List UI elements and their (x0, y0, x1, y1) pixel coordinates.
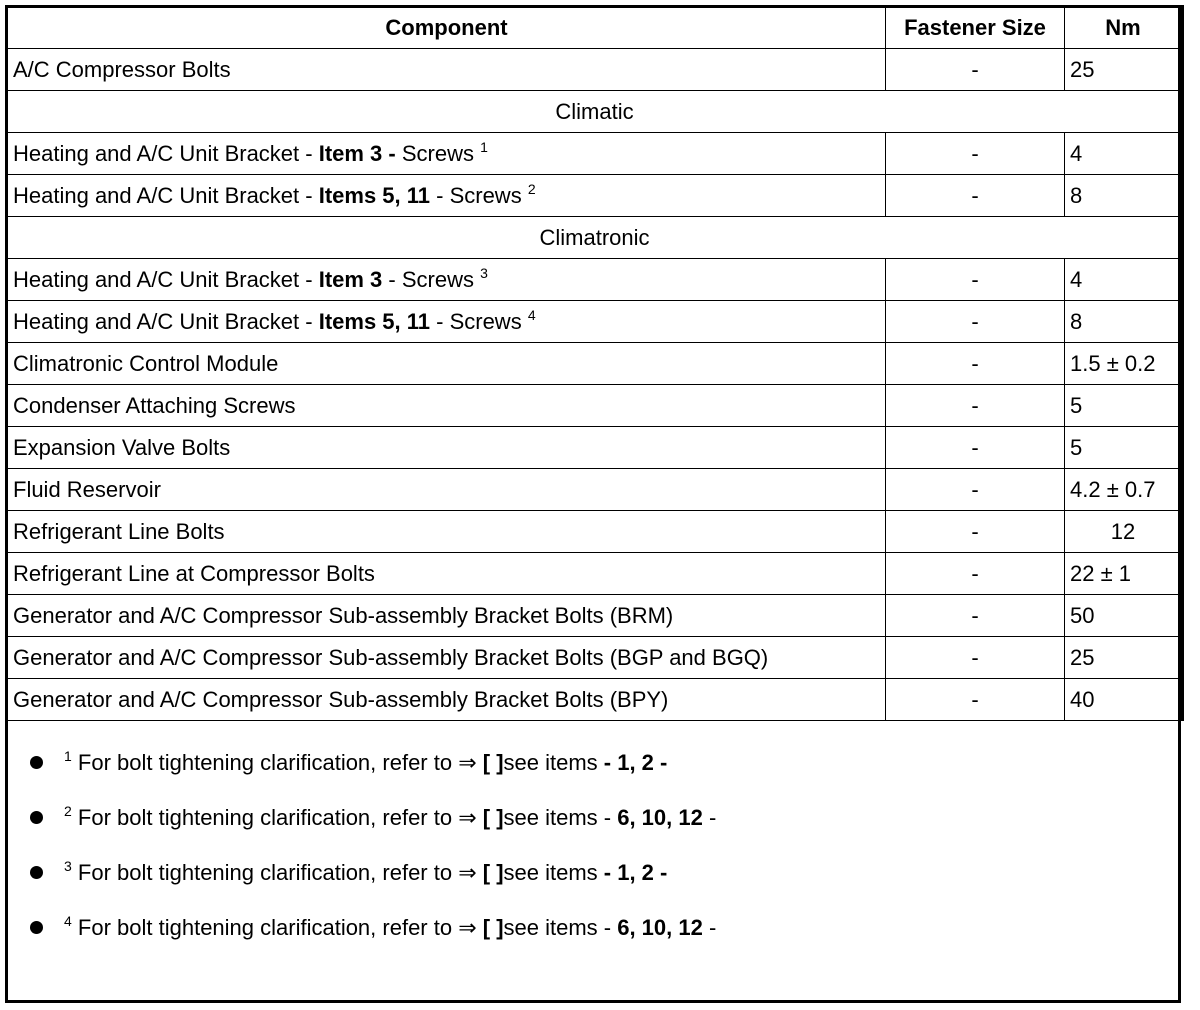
torque-value-cell: 22 ± 1 (1065, 553, 1183, 595)
footnote-item (30, 905, 1130, 960)
footnote-item (30, 850, 1130, 905)
table-row (7, 427, 1183, 469)
bullet-icon (30, 921, 43, 934)
table-row (7, 343, 1183, 385)
fastener-size-cell: - (886, 301, 1065, 343)
component-suffix: - Screws (430, 308, 528, 334)
fastener-size-cell: - (886, 469, 1065, 511)
bullet-icon (30, 811, 43, 824)
component-text: Generator and A/C Compressor Sub-assembly Bracket Bolts (BPY) (13, 686, 669, 712)
component-cell (7, 385, 886, 427)
section-label: Climatic (7, 91, 1183, 133)
component-text: Fluid Reservoir (13, 476, 161, 502)
item-reference: Item 3 - (318, 140, 396, 166)
footnote-number: 2 (64, 803, 72, 819)
table-row (7, 637, 1183, 679)
component-suffix: - Screws (430, 182, 528, 208)
bullet-icon (30, 756, 43, 769)
footnote-item-numbers: 6, 10, 12 (617, 915, 703, 940)
footnote-tail: - (702, 805, 717, 830)
torque-value-cell: 50 (1065, 595, 1183, 637)
table-row (7, 553, 1183, 595)
table-body (7, 49, 1183, 721)
reference-link[interactable]: [ ] (482, 860, 504, 885)
fastener-size-cell: - (886, 259, 1065, 301)
header-component: Component (7, 7, 886, 49)
component-text: A/C Compressor Bolts (13, 56, 231, 82)
section-row (7, 91, 1183, 133)
torque-value-cell: 8 (1065, 175, 1183, 217)
component-cell (7, 49, 886, 91)
fastener-size-cell: - (886, 427, 1065, 469)
footnote-text: For bolt tightening clarification, refer to ⇒ (71, 750, 483, 775)
torque-value-cell: 8 (1065, 301, 1183, 343)
table-row (7, 301, 1183, 343)
footnote-item-numbers: - 1, 2 - (603, 860, 668, 885)
fastener-size-cell: - (886, 511, 1065, 553)
torque-value-cell: 5 (1065, 385, 1183, 427)
table-row (7, 49, 1183, 91)
component-cell (7, 511, 886, 553)
torque-value-cell: 25 (1065, 637, 1183, 679)
component-cell (7, 133, 886, 175)
torque-table (5, 5, 1184, 721)
footnote-text: For bolt tightening clarification, refer to ⇒ (71, 805, 483, 830)
item-reference: Item 3 (318, 266, 383, 292)
component-text: Generator and A/C Compressor Sub-assembly Bracket Bolts (BRM) (13, 602, 674, 628)
component-cell (7, 259, 886, 301)
section-label: Climatronic (7, 217, 1183, 259)
table-row (7, 511, 1183, 553)
footnote-number: 3 (64, 858, 72, 874)
footnote-see-items: see items (503, 750, 604, 775)
table-row (7, 679, 1183, 721)
fastener-size-cell: - (886, 679, 1065, 721)
torque-value-cell: 5 (1065, 427, 1183, 469)
component-text: Generator and A/C Compressor Sub-assembly Bracket Bolts (BGP and BGQ) (13, 644, 769, 670)
section-row (7, 217, 1183, 259)
component-text: Refrigerant Line at Compressor Bolts (13, 560, 375, 586)
item-reference: Items 5, 11 (318, 182, 431, 208)
torque-value-cell: 40 (1065, 679, 1183, 721)
torque-value-cell: 12 (1065, 511, 1183, 553)
header-nm: Nm (1065, 7, 1183, 49)
footnote-number: 1 (64, 748, 72, 764)
table-row (7, 469, 1183, 511)
footnotes (30, 740, 1130, 960)
component-cell (7, 301, 886, 343)
footnote-text: For bolt tightening clarification, refer to ⇒ (71, 915, 483, 940)
footnote-marker: 2 (527, 180, 536, 197)
footnote-see-items: see items (503, 860, 604, 885)
fastener-size-cell: - (886, 49, 1065, 91)
component-cell (7, 343, 886, 385)
component-text: Condenser Attaching Screws (13, 392, 296, 418)
component-cell (7, 427, 886, 469)
component-cell (7, 679, 886, 721)
table-row (7, 595, 1183, 637)
item-reference: Items 5, 11 (318, 308, 431, 334)
component-text: Heating and A/C Unit Bracket - (13, 308, 319, 334)
component-text: Refrigerant Line Bolts (13, 518, 225, 544)
component-text: Expansion Valve Bolts (13, 434, 231, 460)
torque-value-cell: 1.5 ± 0.2 (1065, 343, 1183, 385)
component-cell (7, 469, 886, 511)
reference-link[interactable]: [ ] (482, 750, 504, 775)
fastener-size-cell: - (886, 133, 1065, 175)
fastener-size-cell: - (886, 385, 1065, 427)
component-cell (7, 637, 886, 679)
footnote-number: 4 (64, 913, 72, 929)
component-suffix: Screws (395, 140, 481, 166)
component-text: Heating and A/C Unit Bracket - (13, 266, 319, 292)
footnote-item (30, 740, 1130, 795)
footnote-item (30, 795, 1130, 850)
fastener-size-cell: - (886, 595, 1065, 637)
torque-value-cell: 25 (1065, 49, 1183, 91)
header-fastener-size: Fastener Size (886, 7, 1065, 49)
component-suffix: - Screws (382, 266, 481, 292)
component-cell (7, 595, 886, 637)
bullet-icon (30, 866, 43, 879)
component-cell (7, 175, 886, 217)
footnote-marker: 4 (527, 306, 536, 323)
footnote-item-numbers: 6, 10, 12 (617, 805, 703, 830)
component-text: Climatronic Control Module (13, 350, 279, 376)
component-cell (7, 553, 886, 595)
fastener-size-cell: - (886, 343, 1065, 385)
table-header-row (7, 7, 1183, 49)
component-text: Heating and A/C Unit Bracket - (13, 182, 319, 208)
footnote-marker: 3 (480, 264, 488, 281)
torque-value-cell: 4 (1065, 133, 1183, 175)
table-row (7, 175, 1183, 217)
footnote-see-items: see items - (503, 915, 618, 940)
footnote-see-items: see items - (503, 805, 618, 830)
footnote-marker: 1 (480, 138, 488, 155)
component-text: Heating and A/C Unit Bracket - (13, 140, 319, 166)
table-row (7, 259, 1183, 301)
table-row (7, 385, 1183, 427)
fastener-size-cell: - (886, 175, 1065, 217)
torque-value-cell: 4.2 ± 0.7 (1065, 469, 1183, 511)
reference-link[interactable]: [ ] (482, 805, 504, 830)
footnote-tail: - (702, 915, 717, 940)
fastener-size-cell: - (886, 637, 1065, 679)
fastener-size-cell: - (886, 553, 1065, 595)
footnote-item-numbers: - 1, 2 - (603, 750, 668, 775)
table-row (7, 133, 1183, 175)
reference-link[interactable]: [ ] (482, 915, 504, 940)
torque-value-cell: 4 (1065, 259, 1183, 301)
footnote-text: For bolt tightening clarification, refer to ⇒ (71, 860, 483, 885)
